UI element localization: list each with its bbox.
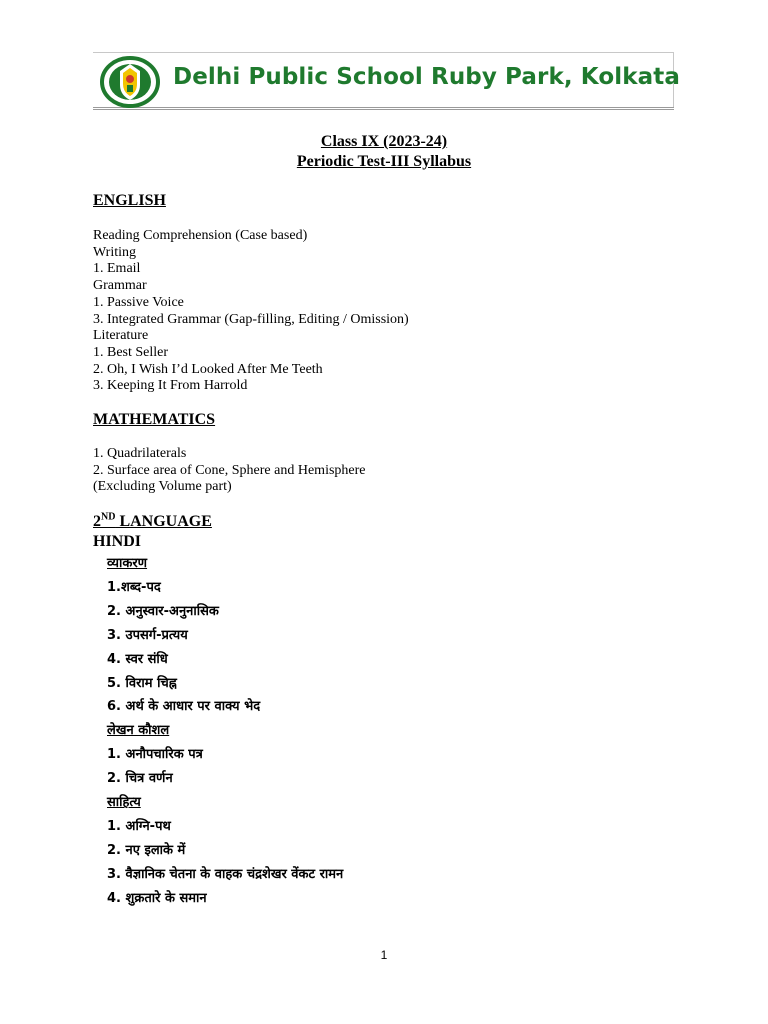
hindi-subheading: लेखन कौशल <box>107 723 170 739</box>
hindi-list-item: 1. अनौपचारिक पत्र <box>107 747 203 763</box>
letterhead-rule <box>93 107 674 110</box>
hindi-list-item: 5. विराम चिह्न <box>107 675 177 691</box>
english-list-item: 2. Oh, I Wish I’d Looked After Me Teeth <box>93 361 323 377</box>
hindi-subheading: व्याकरण <box>107 556 148 571</box>
hindi-list-item: 1. अग्नि-पथ <box>107 818 171 834</box>
second-language-text: LANGUAGE <box>115 513 212 530</box>
english-list-item: Literature <box>93 328 149 344</box>
hindi-list-item: 3. वैज्ञानिक चेतना के वाहक चंद्रशेखर वेंकट रामन <box>107 866 344 882</box>
hindi-subheading: साहित्य <box>107 795 141 810</box>
hindi-list-item: 2. नए इलाके में <box>107 842 186 858</box>
hindi-list-item: 4. शुक्रतारे के समान <box>107 890 207 906</box>
hindi-list-item: 1.शब्द-पद <box>107 579 161 595</box>
second-language-sup: ND <box>101 511 116 523</box>
hindi-list-item: 2. चित्र वर्णन <box>107 771 173 787</box>
mathematics-list-item: (Excluding Volume part) <box>93 479 232 495</box>
hindi-list-item: 3. उपसर्ग-प्रत्यय <box>107 627 188 643</box>
mathematics-list-item: 2. Surface area of Cone, Sphere and Hemisphere <box>93 462 366 478</box>
document-title-syllabus: Periodic Test-III Syllabus <box>296 153 472 170</box>
english-list-item: Writing <box>93 244 136 260</box>
hindi-list-item: 2. अनुस्वार-अनुनासिक <box>107 603 219 619</box>
english-list-item: Grammar <box>93 278 147 294</box>
english-list-item: 3. Integrated Grammar (Gap-filling, Editing / Omission) <box>93 311 409 327</box>
section-heading-second-language <box>93 513 212 531</box>
school-name: Delhi Public School Ruby Park, Kolkata <box>173 64 680 90</box>
section-heading-english: ENGLISH <box>93 192 166 209</box>
section-heading-hindi: HINDI <box>93 533 142 550</box>
english-list-item: Reading Comprehension (Case based) <box>93 228 308 243</box>
document-title-class: Class IX (2023-24) <box>320 133 448 150</box>
english-list-item: 1. Best Seller <box>93 344 169 360</box>
second-language-num: 2 <box>93 513 101 530</box>
mathematics-list-item: 1. Quadrilaterals <box>93 446 187 461</box>
hindi-list-item: 4. स्वर संधि <box>107 651 168 667</box>
page-number: 1 <box>380 948 388 962</box>
english-list-item: 3. Keeping It From Harrold <box>93 378 248 394</box>
section-heading-mathematics: MATHEMATICS <box>93 411 216 428</box>
english-list-item: 1. Email <box>93 261 141 277</box>
school-crest-icon <box>100 54 160 108</box>
english-list-item: 1. Passive Voice <box>93 294 184 310</box>
hindi-list-item: 6. अर्थ के आधार पर वाक्य भेद <box>107 699 261 715</box>
